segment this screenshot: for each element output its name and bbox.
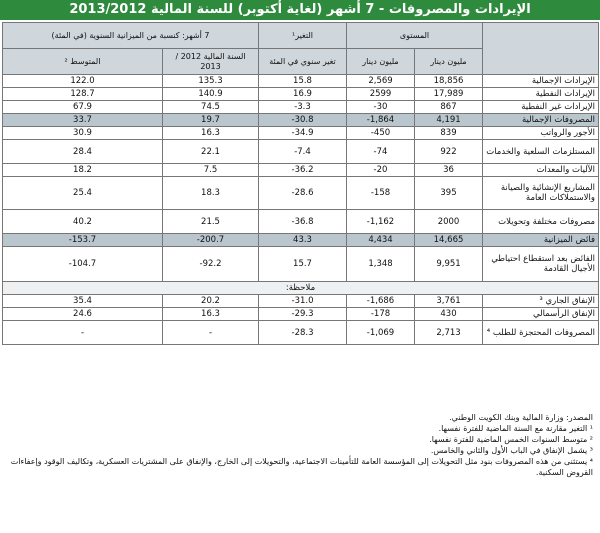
header-level-unit1: مليون دينار <box>415 49 483 75</box>
row-average: 35.4 <box>3 295 163 308</box>
row-budget-share: 135.3 <box>163 75 259 88</box>
row-budget-share: 140.9 <box>163 88 259 101</box>
row-change-mn: 1,686- <box>347 295 415 308</box>
row-budget-share: 7.5 <box>163 164 259 177</box>
row-level: 17,989 <box>415 88 483 101</box>
row-label: الإيرادات غير النفطية <box>483 101 599 114</box>
row-change-mn: 30- <box>347 101 415 114</box>
table-row <box>3 164 599 177</box>
row-budget-share: - <box>163 321 259 345</box>
table-row <box>3 321 599 345</box>
row-average: 122.0 <box>3 75 163 88</box>
header-share-sub2: المتوسط ² <box>3 49 163 75</box>
row-average: 104.7- <box>3 247 163 282</box>
row-level: 430 <box>415 308 483 321</box>
row-average: 28.4 <box>3 140 163 164</box>
row-change-mn: 1,069- <box>347 321 415 345</box>
table-row <box>3 295 599 308</box>
table-row <box>3 210 599 234</box>
row-change-pct: 34.9- <box>259 127 347 140</box>
table-row <box>3 247 599 282</box>
row-average: 25.4 <box>3 177 163 210</box>
row-change-pct: 31.0- <box>259 295 347 308</box>
row-change-pct: 28.3- <box>259 321 347 345</box>
row-level: 2000 <box>415 210 483 234</box>
row-change-pct: 29.3- <box>259 308 347 321</box>
row-label: مصروفات مختلفة وتحويلات <box>483 210 599 234</box>
table-row <box>3 234 599 247</box>
row-average: 153.7- <box>3 234 163 247</box>
row-label: المشاريع الإنشائية والصيانة والاستملاكات العامة <box>483 177 599 210</box>
row-label: الأجور والرواتب <box>483 127 599 140</box>
row-label: فائض الميزانية <box>483 234 599 247</box>
row-level: 14,665 <box>415 234 483 247</box>
row-budget-share: 19.7 <box>163 114 259 127</box>
row-level: 9,951 <box>415 247 483 282</box>
row-label: الفائض بعد استقطاع احتياطي الأجيال القادمة <box>483 247 599 282</box>
table-body <box>3 75 599 345</box>
row-level: 395 <box>415 177 483 210</box>
row-level: 18,856 <box>415 75 483 88</box>
row-label: المصروفات المحتجزة للطلب ⁴ <box>483 321 599 345</box>
row-average: 128.7 <box>3 88 163 101</box>
row-budget-share: 22.1 <box>163 140 259 164</box>
row-change-pct: 15.7 <box>259 247 347 282</box>
header-share: 7 أشهر: كنسبة من الميزانية السنوية (في المئة) <box>3 23 259 49</box>
row-level: 3,761 <box>415 295 483 308</box>
footnote: ² متوسط السنوات الخمس الماضية للفترة نفسها. <box>429 435 593 444</box>
header-change: التغير¹ <box>259 23 347 49</box>
row-level: 4,191 <box>415 114 483 127</box>
row-budget-share: 200.7- <box>163 234 259 247</box>
row-budget-share: 20.2 <box>163 295 259 308</box>
footnote: ⁴ يستثنى من هذه المصروفات بنود مثل التحويلات إلى المؤسسة العامة للتأمينات الاجتماعية، والتحويلات إلى الخارج، والإنفاق على المشتريات العسكرية، وتكاليف الوقود وإعفاءات القروض السكنية. <box>10 457 593 477</box>
row-average: 33.7 <box>3 114 163 127</box>
row-label: الإيرادات الإجمالية <box>483 75 599 88</box>
table-row <box>3 101 599 114</box>
table-row <box>3 308 599 321</box>
row-change-pct: 36.8- <box>259 210 347 234</box>
table-row <box>3 127 599 140</box>
row-average: 24.6 <box>3 308 163 321</box>
header-change-sub: تغير سنوي في المئة <box>259 49 347 75</box>
row-budget-share: 16.3 <box>163 127 259 140</box>
row-change-pct: 15.8 <box>259 75 347 88</box>
row-change-mn: 20- <box>347 164 415 177</box>
row-change-pct: 7.4- <box>259 140 347 164</box>
header-share-sub1: السنة المالية 2012 / 2013 <box>163 49 259 75</box>
row-change-mn: 158- <box>347 177 415 210</box>
row-label: المصروفات الإجمالية <box>483 114 599 127</box>
row-budget-share: 18.3 <box>163 177 259 210</box>
row-change-mn: 450- <box>347 127 415 140</box>
row-change-mn: 1,864- <box>347 114 415 127</box>
table-row <box>3 177 599 210</box>
row-change-mn: 4,434 <box>347 234 415 247</box>
table-row <box>3 75 599 88</box>
table-row <box>3 140 599 164</box>
revenue-expenditure-table <box>2 22 599 345</box>
row-level: 867 <box>415 101 483 114</box>
header-level: المستوى <box>347 23 483 49</box>
row-label: المستلزمات السلعية والخدمات <box>483 140 599 164</box>
row-average: 30.9 <box>3 127 163 140</box>
table-row <box>3 88 599 101</box>
footnotes <box>2 412 598 478</box>
header-level-unit2: مليون دينار <box>347 49 415 75</box>
row-change-pct: 43.3 <box>259 234 347 247</box>
row-label: الإنفاق الجاري ³ <box>483 295 599 308</box>
row-change-pct: 16.9 <box>259 88 347 101</box>
note-row <box>3 282 599 295</box>
row-change-pct: 28.6- <box>259 177 347 210</box>
page-title: الإيرادات والمصروفات - 7 أشهر (لغاية أكتوبر) للسنة المالية 2013/2012 <box>0 0 600 20</box>
header-label <box>483 23 599 75</box>
row-average: 67.9 <box>3 101 163 114</box>
row-label: الإنفاق الرأسمالي <box>483 308 599 321</box>
row-change-mn: 1,348 <box>347 247 415 282</box>
footnote: ¹ التغير مقارنة مع السنة الماضية للفترة نفسها. <box>438 424 593 433</box>
table-row <box>3 114 599 127</box>
row-change-pct: 36.2- <box>259 164 347 177</box>
row-level: 2,713 <box>415 321 483 345</box>
row-change-mn: 1,162- <box>347 210 415 234</box>
row-level: 839 <box>415 127 483 140</box>
row-level: 922 <box>415 140 483 164</box>
row-change-pct: 30.8- <box>259 114 347 127</box>
row-change-mn: 74- <box>347 140 415 164</box>
row-change-mn: 2,569 <box>347 75 415 88</box>
row-budget-share: 21.5 <box>163 210 259 234</box>
row-level: 36 <box>415 164 483 177</box>
note-label: ملاحظة: <box>3 282 599 295</box>
row-average: 40.2 <box>3 210 163 234</box>
row-average: 18.2 <box>3 164 163 177</box>
row-change-mn: 2599 <box>347 88 415 101</box>
row-budget-share: 92.2- <box>163 247 259 282</box>
footnote: ³ يشمل الإنفاق في الباب الأول والثاني والخامس. <box>430 446 593 455</box>
row-change-mn: 178- <box>347 308 415 321</box>
row-budget-share: 74.5 <box>163 101 259 114</box>
row-label: الآليات والمعدات <box>483 164 599 177</box>
row-label: الإيرادات النفطية <box>483 88 599 101</box>
row-average: - <box>3 321 163 345</box>
row-budget-share: 16.3 <box>163 308 259 321</box>
row-change-pct: 3.3- <box>259 101 347 114</box>
footnote: المصدر: وزارة المالية وبنك الكويت الوطني. <box>449 413 593 422</box>
